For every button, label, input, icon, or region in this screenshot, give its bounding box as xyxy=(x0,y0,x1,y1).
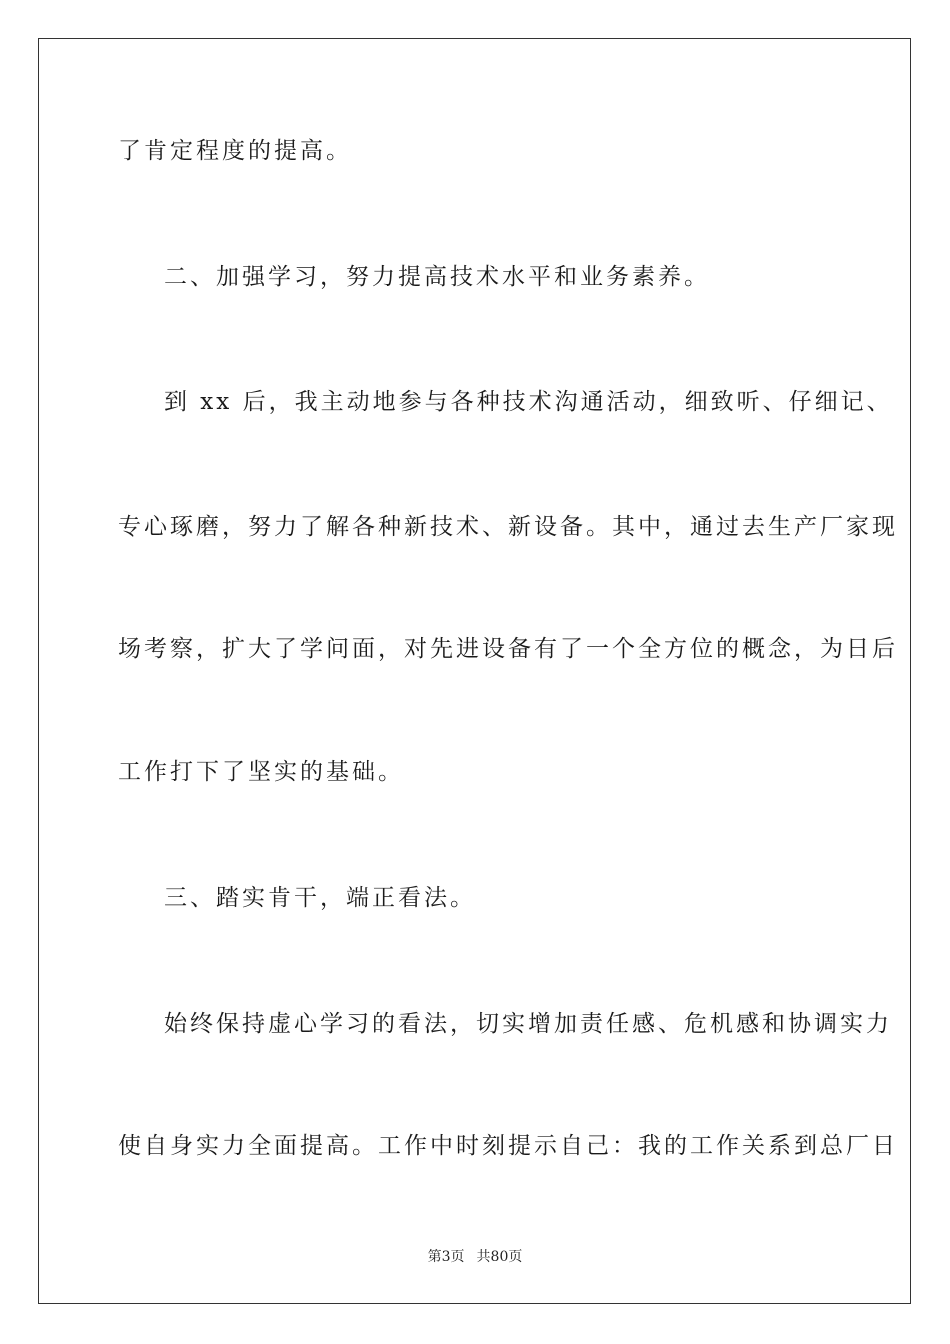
body-line-8: 始终保持虚心学习的看法，切实增加责任感、危机感和协调实力 xyxy=(164,1011,892,1037)
section-heading-3: 三、踏实肯干，端正看法。 xyxy=(164,885,476,911)
body-line-4: 专心琢磨，努力了解各种新技术、新设备。其中，通过去生产厂家现 xyxy=(118,514,898,540)
page-number: 第3页 xyxy=(427,1249,465,1265)
page-border xyxy=(38,38,911,1304)
section-heading-2: 二、加强学习，努力提高技术水平和业务素养。 xyxy=(164,264,710,290)
body-line-3: 到 xx 后，我主动地参与各种技术沟通活动，细致听、仔细记、 xyxy=(164,389,893,415)
page-total: 共80页 xyxy=(476,1249,523,1265)
body-line-6: 工作打下了坚实的基础。 xyxy=(118,759,404,785)
body-line-5: 场考察，扩大了学问面，对先进设备有了一个全方位的概念，为日后 xyxy=(118,636,898,662)
body-line-9: 使自身实力全面提高。工作中时刻提示自己：我的工作关系到总厂日 xyxy=(118,1133,898,1159)
page-footer xyxy=(0,1246,950,1266)
body-line-1: 了肯定程度的提高。 xyxy=(118,138,352,164)
